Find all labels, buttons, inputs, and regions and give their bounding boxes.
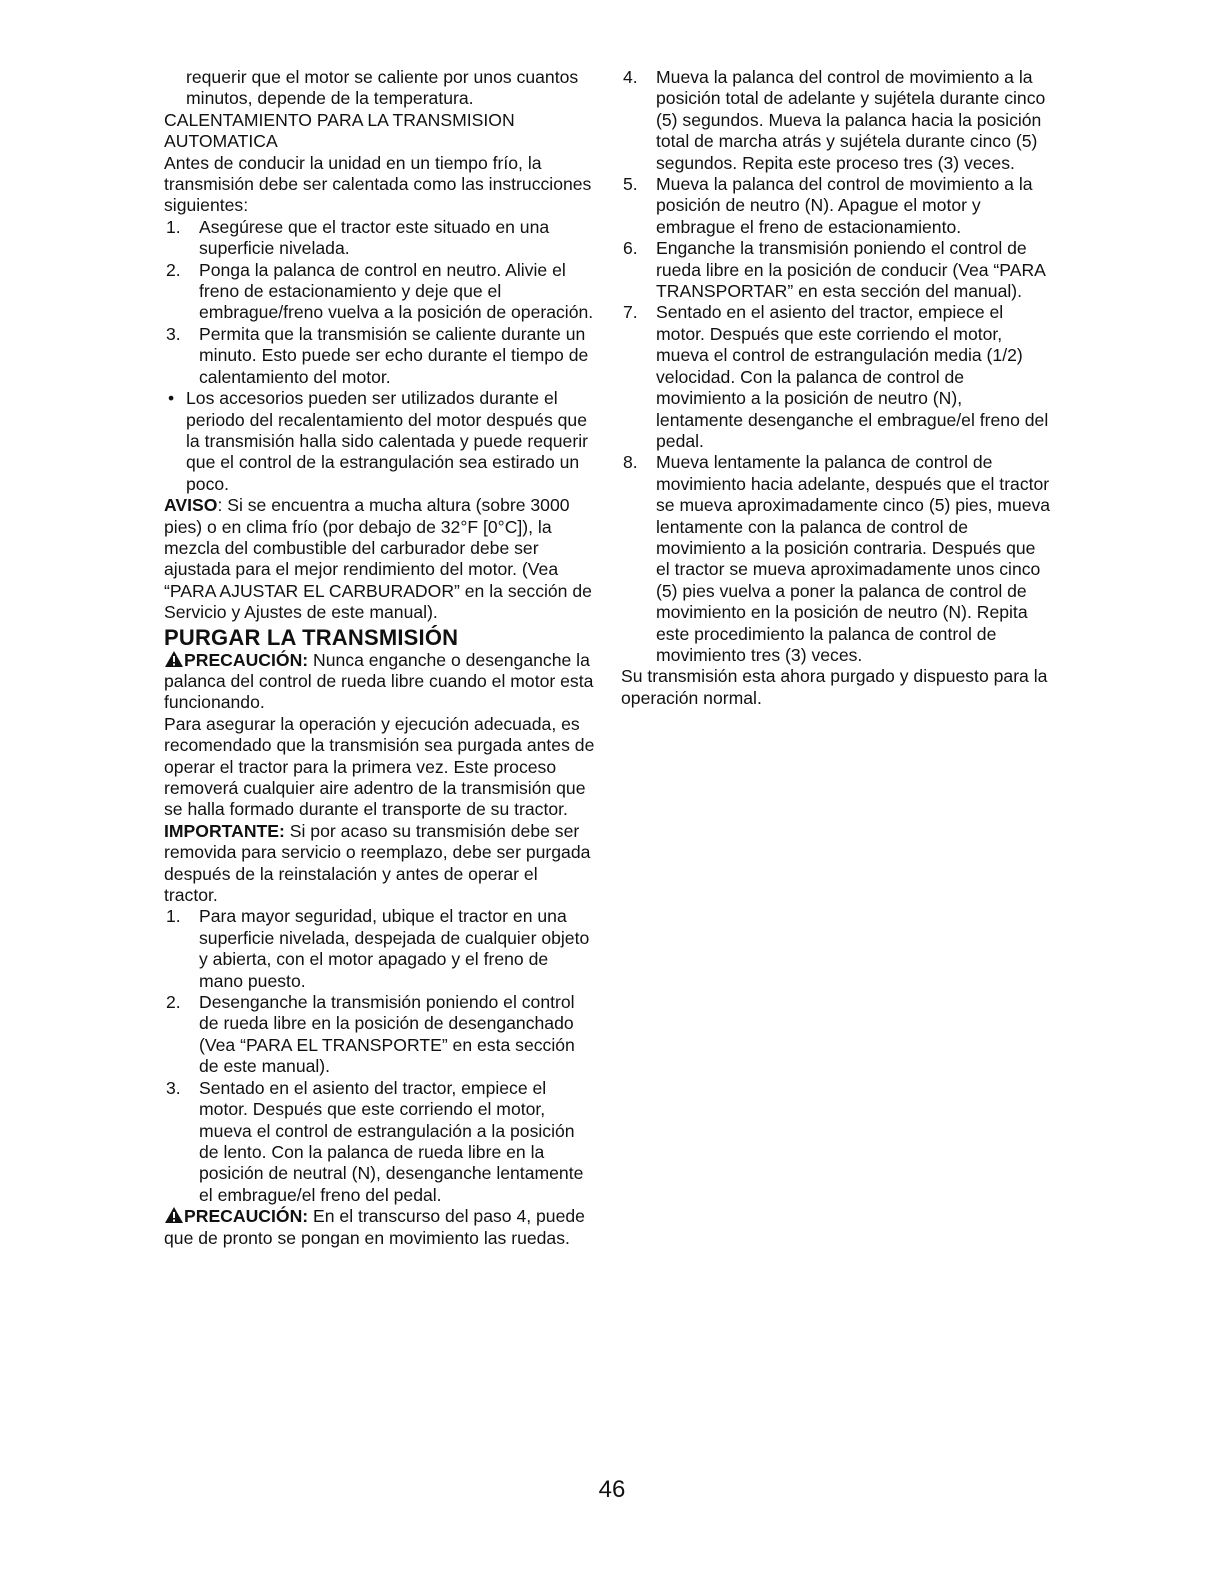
step-text: Desenganche la transmisión poniendo el control de rueda libre en la posición de desenganchado (Vea “PARA EL TRANSPORTE” en esta sección de este manual). (199, 992, 575, 1077)
caution-text: Nunca enganche o desenganche la palanca del control de rueda libre cuando el motor esta funcionando. (164, 649, 594, 713)
purge-step (621, 452, 1053, 666)
step-text: Sentado en el asiento del tractor, empiece el motor. Después que este corriendo el motor, mueva el control de estrangulación a la posición de lento. Con la palanca de rueda libre en la posición de neutral (N), desenganche lentamente el embrague/el freno del pedal. (199, 1077, 584, 1205)
step-number: 4. (623, 67, 638, 87)
purge-step (164, 906, 596, 992)
step-number: 7. (623, 302, 638, 323)
purge-step (621, 302, 1053, 452)
step-text: Permita que la transmisión se caliente durante un minuto. Esto puede ser echo durante el tiempo de calentamiento del motor. (199, 323, 589, 387)
purge-step (621, 67, 1053, 174)
caution-paragraph (164, 1206, 596, 1249)
step-number: 3. (166, 323, 181, 344)
step-text: Enganche la transmisión poniendo el control de rueda libre en la posición de conducir (Vea “PARA TRANSPORTAR” en esta sección del manual). (656, 238, 1045, 302)
caution-text: En el transcurso del paso 4, puede que de pronto se pongan en movimiento las ruedas. (164, 1206, 585, 1248)
warmup-title: CALENTAMIENTO PARA LA TRANSMISION AUTOMATICA (164, 109, 515, 152)
warmup-step (164, 260, 596, 324)
warmup-step (164, 217, 596, 260)
purge-step (164, 992, 596, 1078)
step-number: 3. (166, 1077, 181, 1098)
step-number: 8. (623, 452, 638, 473)
warmup-step (164, 324, 596, 388)
aviso-text: : Si se encuentra a mucha altura (sobre 3000 pies) o en clima frío (por debajo de 32°F [0°C]), la mezcla del combustible del carburador debe ser ajustada para el mejor rendimiento del motor. (Vea “PARA AJUSTAR EL CARBURADOR” en la sección de Servicio y Ajustes de este manual). (164, 495, 592, 623)
page-number: 46 (598, 1476, 626, 1503)
step-text: Asegúrese que el tractor este situado en una superficie nivelada. (199, 216, 550, 259)
step-number: 2. (166, 259, 181, 280)
warmup-intro: Antes de conducir la unidad en un tiempo frío, la transmisión debe ser calentada como las instrucciones siguientes: (164, 152, 592, 216)
step-number: 6. (623, 238, 638, 259)
purge-step (164, 1078, 596, 1206)
left-column (164, 67, 596, 1249)
warning-triangle-icon (164, 1206, 184, 1224)
aviso-label: AVISO (164, 495, 218, 516)
bullet-text: Los accesorios pueden ser utilizados durante el periodo del recalentamiento del motor después que la transmisión halla sido calentada y puede requerir que el control de la estrangulación sea estirado un poco. (186, 388, 588, 494)
step-number: 2. (166, 992, 181, 1013)
step-number: 1. (166, 216, 181, 237)
aviso-paragraph (164, 495, 596, 623)
step-text: Para mayor seguridad, ubique el tractor en una superficie nivelada, despejada de cualquier objeto y abierta, con el motor apagado y el freno de mano puesto. (199, 906, 590, 991)
step-text: Mueva la palanca del control de movimiento a la posición total de adelante y sujétela durante cinco (5) segundos. Mueva la palanca hacia la posición total de marcha atrás y sujétela durante cinco (5) segundos. Repita este proceso tres (3) veces. (656, 67, 1046, 173)
caution-label: PRECAUCIÓN: (184, 1206, 309, 1227)
purge-paragraph: Para asegurar la operación y ejecución adecuada, es recomendado que la transmisión sea purgada antes de operar el tractor para la primera vez. Este proceso removerá cualquier aire adentro de la transmisión que se halla formado durante el transporte de su tractor. (164, 713, 595, 820)
important-text: Si por acaso su transmisión debe ser removida para servicio o reemplazo, debe ser purgada después de la reinstalación y antes de operar el tractor. (164, 820, 591, 906)
caution-label: PRECAUCIÓN: (184, 649, 309, 670)
step-number: 1. (166, 906, 181, 927)
caution-paragraph (164, 650, 596, 714)
right-column (621, 67, 1053, 709)
step-text: Mueva lentamente la palanca de control de movimiento hacia adelante, después que el tractor se mueva aproximadamente cinco (5) pies, mueva lentamente con la palanca de control de movimiento a la posición contraria. Después que el tractor se mueva aproximadamente unos cinco (5) pies vuelva a poner la palanca de control de movimiento en la posición de neutro (N). Repita este procedimiento la palanca de control de movimiento tres (3) veces. (656, 452, 1051, 665)
step-text: Mueva la palanca del control de movimiento a la posición de neutro (N). Apague el motor y embrague el freno de estacionamiento. (656, 174, 1033, 237)
purge-heading: PURGAR LA TRANSMISIÓN (164, 624, 459, 650)
purge-step (621, 238, 1053, 302)
step-text: Ponga la palanca de control en neutro. Alivie el freno de estacionamiento y deje que el embrague/freno vuelva a la posición de operación. (199, 259, 594, 323)
closing-paragraph: Su transmisión esta ahora purgado y dispuesto para la operación normal. (621, 666, 1048, 708)
intro-continuation: requerir que el motor se caliente por unos cuantos minutos, depende de la temperatura. (186, 67, 579, 109)
warning-triangle-icon (164, 650, 184, 668)
purge-step (621, 174, 1053, 238)
bullet-dot: • (168, 388, 175, 409)
step-number: 5. (623, 174, 638, 195)
bullet-item (164, 388, 596, 495)
important-paragraph (164, 821, 596, 907)
important-label: IMPORTANTE: (164, 820, 285, 841)
step-text: Sentado en el asiento del tractor, empiece el motor. Después que este corriendo el motor, mueva el control de estrangulación media (1/2) velocidad. Con la palanca de control de movimiento a la posición de neutro (N), lentamente desenganche el embrague/el freno del pedal. (656, 302, 1049, 451)
